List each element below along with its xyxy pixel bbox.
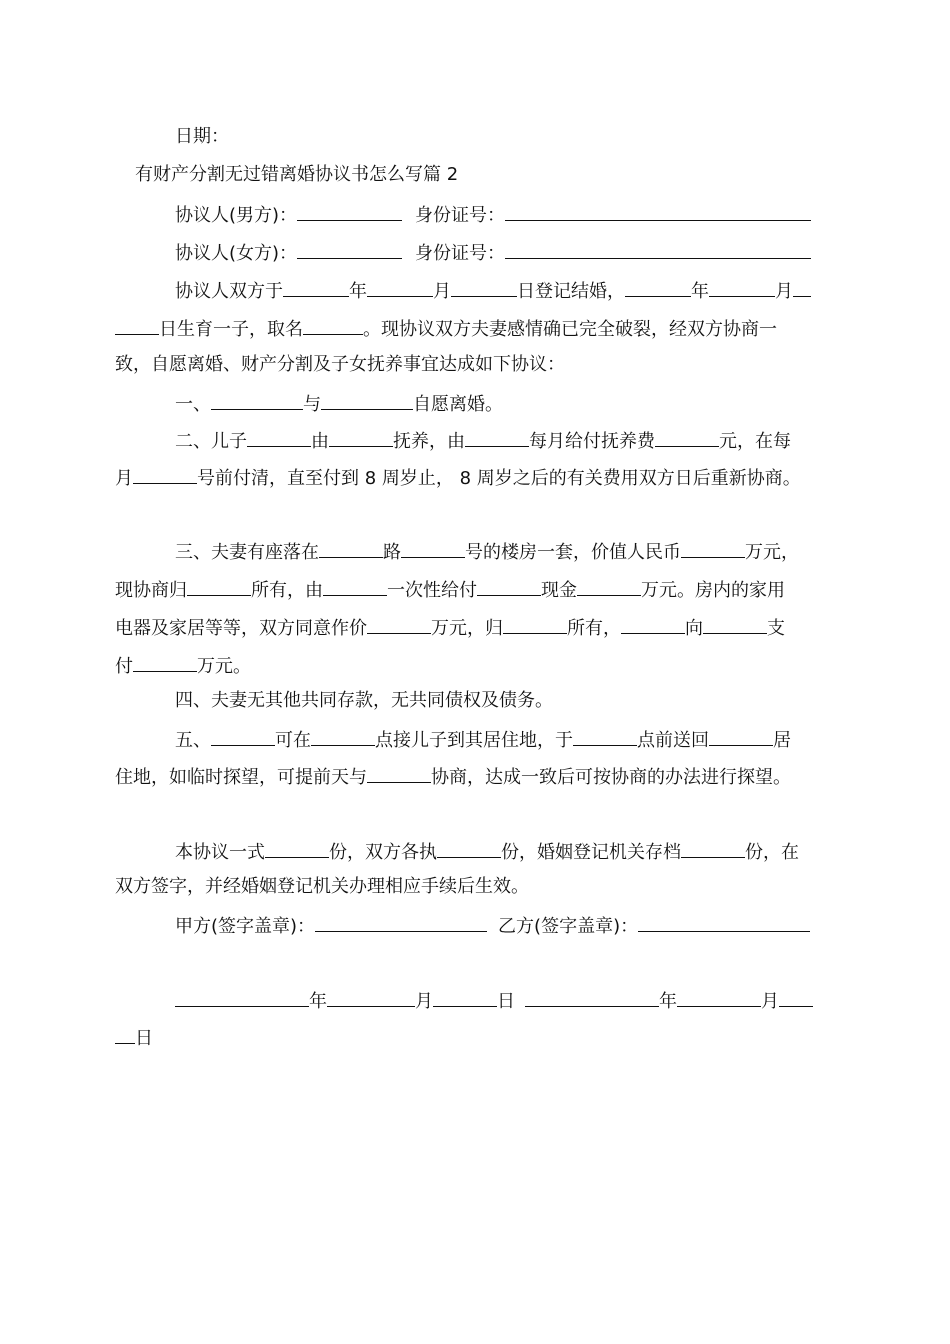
text: 所有， [567,618,621,639]
text: 点前送回 [637,730,709,751]
text: 万元，归 [431,618,503,639]
blank [477,576,541,596]
blank [433,987,497,1007]
blank [677,987,761,1007]
text: 自愿离婚。 [413,394,503,415]
blank [655,427,719,447]
text: 元，在每 [719,431,791,452]
blank [793,277,811,297]
blank [187,576,251,596]
text: 月 [115,468,133,489]
blank [681,838,745,858]
wife-line [175,239,811,266]
blank [211,390,303,410]
text: 可在 [275,730,311,751]
text: 支 [767,618,785,639]
item5-line1 [175,726,791,753]
party-b-label: 乙方(签字盖章)： [498,916,639,937]
date-line1 [175,987,813,1014]
blank [329,427,393,447]
item3-line4 [115,652,251,679]
blank [505,201,811,221]
text: 月 [433,281,451,302]
text: 三、夫妻有座落在 [175,542,319,563]
blank [283,277,349,297]
blank [115,1024,135,1044]
item4: 四、夫妻无其他共同存款，无共同债权及债务。 [175,690,553,711]
text: 年 [659,991,677,1012]
blank [211,726,275,746]
text: 现金 [541,580,577,601]
blank [115,315,159,335]
document-title: 有财产分割无过错离婚协议书怎么写篇 2 [135,164,459,185]
text: 万元， [745,542,799,563]
blank [327,987,415,1007]
text: 居 [773,730,791,751]
text: 月 [775,281,793,302]
item1 [175,390,503,417]
text: 住地，如临时探望，可提前天与 [115,767,367,788]
blank [437,838,501,858]
text: 月 [761,991,779,1012]
text: 向 [685,618,703,639]
item3-line1 [175,538,799,565]
text: 本协议一式 [175,842,265,863]
blank [367,277,433,297]
text: 份，双方各执 [329,842,437,863]
blank [573,726,637,746]
date-label: 日期： [175,126,229,147]
blank [709,726,773,746]
blank [703,614,767,634]
blank [681,538,745,558]
item3-line3 [115,614,785,641]
text: 份，在 [745,842,799,863]
husband-id-label: 身份证号： [415,205,506,226]
text: 付 [115,656,133,677]
blank [367,614,431,634]
para1-line2 [115,315,777,342]
text: 每月给付抚养费 [529,431,655,452]
blank [505,239,811,259]
blank [297,239,402,259]
text: 五、 [175,730,211,751]
blank [451,277,517,297]
signature-line [175,912,810,939]
text: 抚养，由 [393,431,465,452]
text: 年 [349,281,367,302]
text: 号前付清，直至付到 8 周岁止， 8 周岁之后的有关费用双方日后重新协商。 [197,468,801,489]
blank [265,838,329,858]
blank [465,427,529,447]
text: 点接儿子到其居住地，于 [375,730,573,751]
blank [638,912,810,932]
text: 二、儿子 [175,431,247,452]
blank [175,987,309,1007]
text: 年 [691,281,709,302]
para1-line3: 致，自愿离婚、财产分割及子女抚养事宜达成如下协议： [115,354,565,375]
text: 月 [415,991,433,1012]
blank [779,987,813,1007]
para1-line1 [175,277,811,304]
text: 现协商归 [115,580,187,601]
blank [525,987,659,1007]
text: 年 [309,991,327,1012]
text: 日登记结婚， [517,281,625,302]
blank [321,390,413,410]
item2-line1 [175,427,791,454]
text: 号的楼房一套，价值人民币 [465,542,681,563]
blank [323,576,387,596]
blank [315,912,487,932]
text: 万元。房内的家用 [641,580,785,601]
blank [319,538,383,558]
text: 协商，达成一致后可按协商的办法进行探望。 [431,767,791,788]
text: 份，婚姻登记机关存档 [501,842,681,863]
blank [401,538,465,558]
blank [709,277,775,297]
text: 所有，由 [251,580,323,601]
copies-line1 [175,838,799,865]
blank [577,576,641,596]
item5-line2 [115,763,791,790]
item2-line2 [115,464,801,491]
date-line2 [115,1024,153,1051]
text: 万元。 [197,656,251,677]
blank [621,614,685,634]
blank [297,201,402,221]
blank [503,614,567,634]
husband-line [175,201,811,228]
blank [625,277,691,297]
text: 电器及家居等等，双方同意作价 [115,618,367,639]
blank [303,315,363,335]
text: 与 [303,394,321,415]
blank [247,427,311,447]
blank [367,763,431,783]
wife-label: 协议人(女方)： [175,243,298,264]
text: 。现协议双方夫妻感情确已完全破裂，经双方协商一 [363,319,777,340]
blank [311,726,375,746]
text: 一次性给付 [387,580,477,601]
text: 路 [383,542,401,563]
blank [133,652,197,672]
party-a-label: 甲方(签字盖章)： [175,916,316,937]
text: 日 [497,991,515,1012]
text: 日生育一子，取名 [159,319,303,340]
text: 日 [135,1028,153,1049]
copies-line2: 双方签字，并经婚姻登记机关办理相应手续后生效。 [115,876,529,897]
wife-id-label: 身份证号： [415,243,506,264]
item3-line2 [115,576,785,603]
blank [133,464,197,484]
text: 一、 [175,394,211,415]
husband-label: 协议人(男方)： [175,205,298,226]
text: 由 [311,431,329,452]
text: 协议人双方于 [175,281,283,302]
